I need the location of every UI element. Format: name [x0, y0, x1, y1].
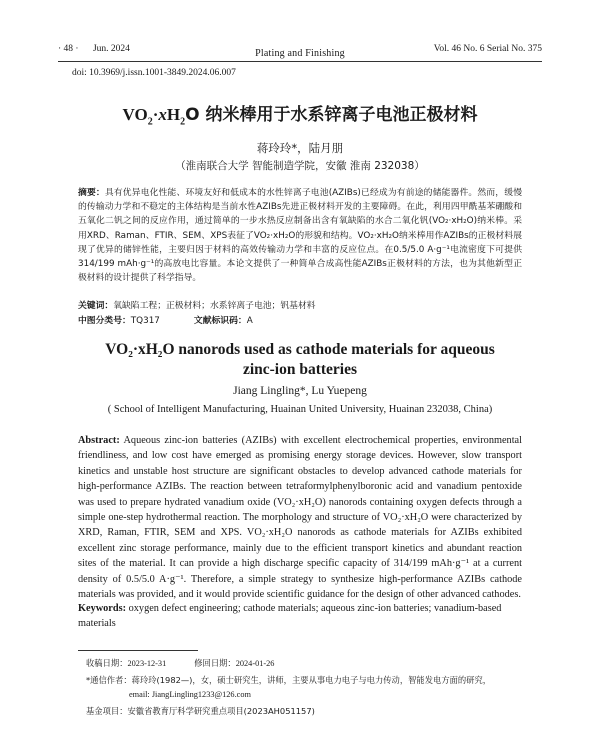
english-keywords: Keywords: oxygen defect engineering; cathode materials; aqueous zinc-ion batteries; vanadium-based materials	[78, 603, 502, 630]
english-abstract-text: Aqueous zinc-ion batteries (AZIBs) with excellent electrochemical properties, environmental friendliness, and low cost have emerged as promising energy storage devices. However, slow transport kinetics and unstable host structure are significant obstacles to develop advanced cathode materials for high-performance AZIBs. The reaction between tetraformylphenylboronic acid and vanadium pentoxide was used to prepare hydrated vanadium oxide (VO₂·xH₂O) nanorods containing oxygen defects through a simple one-step hydrothermal reaction. The morphology and structure of VO₂·xH₂O were characterized by XRD, Raman, FTIR, SEM and XPS. VO₂·xH₂O nanorods as cathode materials for AZIBs exhibited excellent zinc storage performance, mainly due to the efficient transport kinetics and abundant reaction sites of the material. It can provide a high discharge specific capacity of 314/199 mAh·g⁻¹ at a current density of 0.5/5.0 A·g⁻¹. Therefore, a simple strategy to synthesize high-performance AZIBs cathode materials was provided, and it would provide scientific guidance for the design of other advanced cathodes.	[78, 435, 522, 601]
chinese-authors: 蒋玲玲*，陆月朋	[256, 141, 344, 155]
classification: 中图分类号：TQ317 文献标识码：A	[78, 316, 253, 326]
chinese-abstract-label: 摘要：	[78, 188, 105, 198]
page-number: · 48 ·	[58, 44, 79, 54]
english-abstract	[78, 433, 522, 602]
header-rule	[58, 61, 542, 62]
chinese-title: $VO_2\cdot xH_2O$ 纳米棒用于水系锌离子电池正极材料	[122, 105, 478, 128]
volume-info: Vol. 46 No. 6 Serial No. 375	[433, 44, 542, 54]
footnote-email: email: JiangLingling1233@126.com	[129, 690, 251, 699]
english-authors: Jiang Lingling*, Lu Yuepeng	[233, 385, 367, 397]
chinese-affiliation: （淮南联合大学 智能制造学院，安徽 淮南 232038）	[175, 160, 425, 172]
footnote-dates: 收稿日期：2023-12-31 修回日期：2024-01-26	[86, 658, 275, 668]
journal-name: Plating and Finishing	[255, 48, 345, 59]
email-link[interactable]: JiangLingling1233@126.com	[151, 690, 251, 699]
running-header	[58, 44, 542, 58]
chinese-keywords: 关键词：氧缺陷工程；正极材料；水系锌离子电池；钒基材料	[78, 301, 316, 311]
english-abstract-label: Abstract:	[78, 435, 120, 446]
english-title: VO₂·xH₂O nanorods used as cathode materials for aqueous zinc-ion batteries	[105, 341, 495, 378]
issue-date: Jun. 2024	[92, 44, 130, 54]
footnote-rule	[78, 650, 198, 651]
footnote-fund: 基金项目：安徽省教育厅科学研究重点项目(2023AH051157)	[86, 706, 315, 716]
english-affiliation: ( School of Intelligent Manufacturing, Huainan United University, Huainan 232038, China)	[107, 404, 493, 415]
footnote-author: *通信作者：蒋玲玲(1982—)，女，硕士研究生，讲师，主要从事电力电子与电力传动，智能发电方面的研究，	[86, 675, 492, 685]
chinese-abstract	[78, 186, 522, 285]
chinese-abstract-text: 具有优异电化性能、环境友好和低成本的水性锌离子电池(AZIBs)已经成为有前途的储能器件。然而，缓慢的传输动力学和不稳定的主体结构是当前水性AZIBs先进正极材料开发的主要障碍。在此，利用四甲酰基苯硼酸和五氧化二钒之间的反应作用，通过简单的一步水热反应制备出含有氧缺陷的水合二氧化钒(VO₂·xH₂O)纳米棒。采用XRD、Raman、FTIR、SEM、XPS表征了VO₂·xH₂O的形貌和结构。VO₂·xH₂O纳米棒用作AZIBs的正极材料展现了优异的储锌性能，主要归因于材料的高效传输动力学和丰富的反应位点。在0.5/5.0 A·g⁻¹电流密度下可提供314/199 mAh·g⁻¹的高放电比容量。本论文提供了一种简单合成高性能AZIBs正极材料的方法，也为其他新型正极材料的设计提供了科学指导。	[78, 188, 522, 284]
doi: doi: 10.3969/j.issn.1001-3849.2024.06.007	[72, 68, 236, 78]
